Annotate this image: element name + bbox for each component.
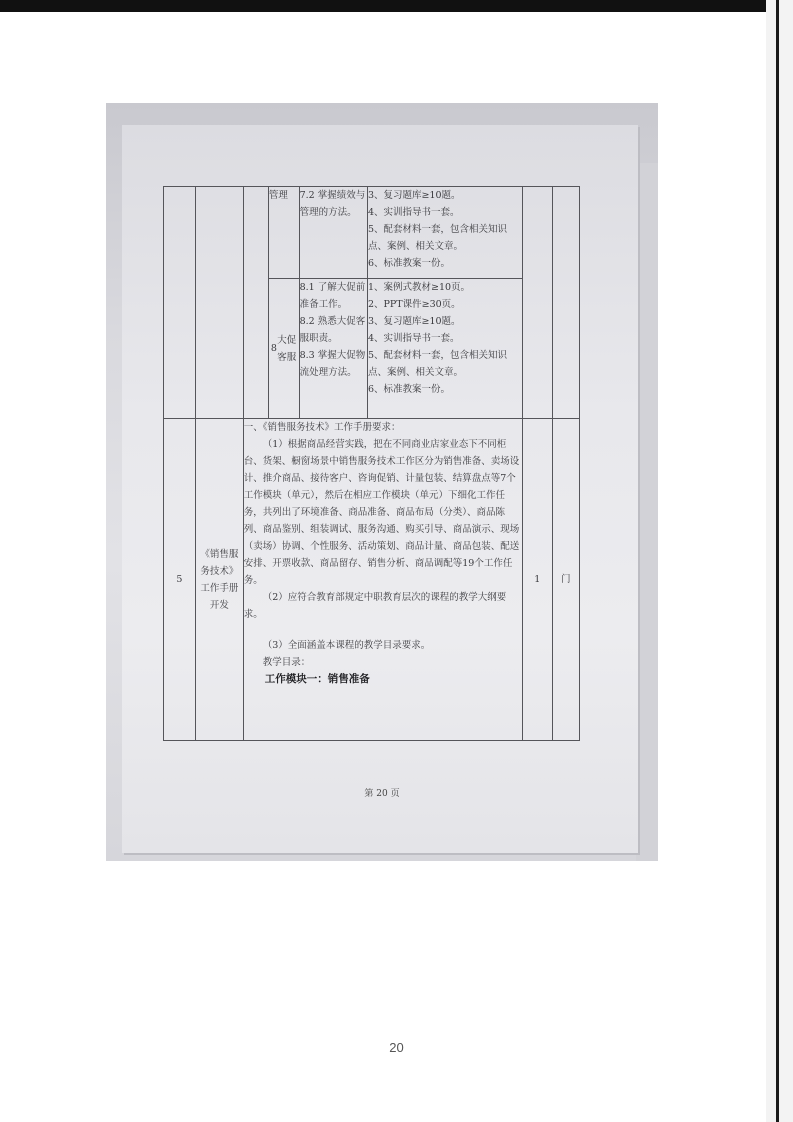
catalog-label: 教学目录： <box>262 657 311 668</box>
objective-cell: 8.1 了解大促前准备工作。 8.2 熟悉大促客服职责。 8.3 掌握大促物流处理方法。 <box>299 279 367 419</box>
module-title: 工作模块一：销售准备 <box>264 673 370 685</box>
resources-cell: 3、复习题库≥10题。 4、实训指导书一套。 5、配套材料一套，包含相关知识点、案例、相关文章。 6、标准教案一份。 <box>367 187 522 279</box>
requirements-table <box>163 186 580 741</box>
count-cell: 1 <box>522 419 552 741</box>
unit-cell: 门 <box>552 419 579 741</box>
page-number: 20 <box>389 1040 404 1055</box>
table-row <box>164 419 580 741</box>
paragraph: （1）根据商品经营实践，把在不同商业店家业态下不同柜台、货架、橱窗场景中销售服务技术工作区分为销售准备、卖场设计、推介商品、接待客户、咨询促销、计量包装、结算盘点等7个工作模块（单元），然后在相应工作模块（单元）下细化工作任务，共列出了环境准备、商品准备、商品布局（分类）、商品陈列、商品鉴别、组装调试、服务沟通、购买引导、商品演示、现场（卖场）协调、个性服务、活动策划、商品计量、商品包装、配送安排、开票收款、商品留存、销售分析、商品调配等19个工作任务。 <box>243 439 520 586</box>
right-border <box>776 0 779 1122</box>
item-number: 5 <box>164 419 196 741</box>
right-margin <box>766 0 793 1122</box>
requirements-text <box>243 419 522 741</box>
table-row <box>164 187 580 279</box>
item-name: 《销售服务技术》工作手册开发 <box>195 419 243 741</box>
paragraph: （3）全面涵盖本课程的教学目录要求。 <box>262 640 431 651</box>
resources-cell: 1、案例式教材≥10页。 2、PPT课件≥30页。 3、复习题库≥10题。 4、实训指导书一套。 5、配套材料一套，包含相关知识点、案例、相关文章。 6、标准教案一份。 <box>367 279 522 419</box>
section-heading: 一、《销售服务技术》工作手册要求： <box>243 422 401 433</box>
top-border <box>0 0 793 12</box>
paragraph: （2）应符合教育部规定中职教育层次的课程的教学大纲要求。 <box>243 592 507 620</box>
inner-page-number: 第 20 页 <box>364 789 400 799</box>
paper-stack-shadow <box>636 163 658 861</box>
topic-cell: 管理 <box>268 187 299 279</box>
topic-cell: 8 大促客服 <box>268 279 299 419</box>
scanned-photo <box>106 103 658 861</box>
objective-cell: 7.2 掌握绩效与管理的方法。 <box>299 187 367 279</box>
